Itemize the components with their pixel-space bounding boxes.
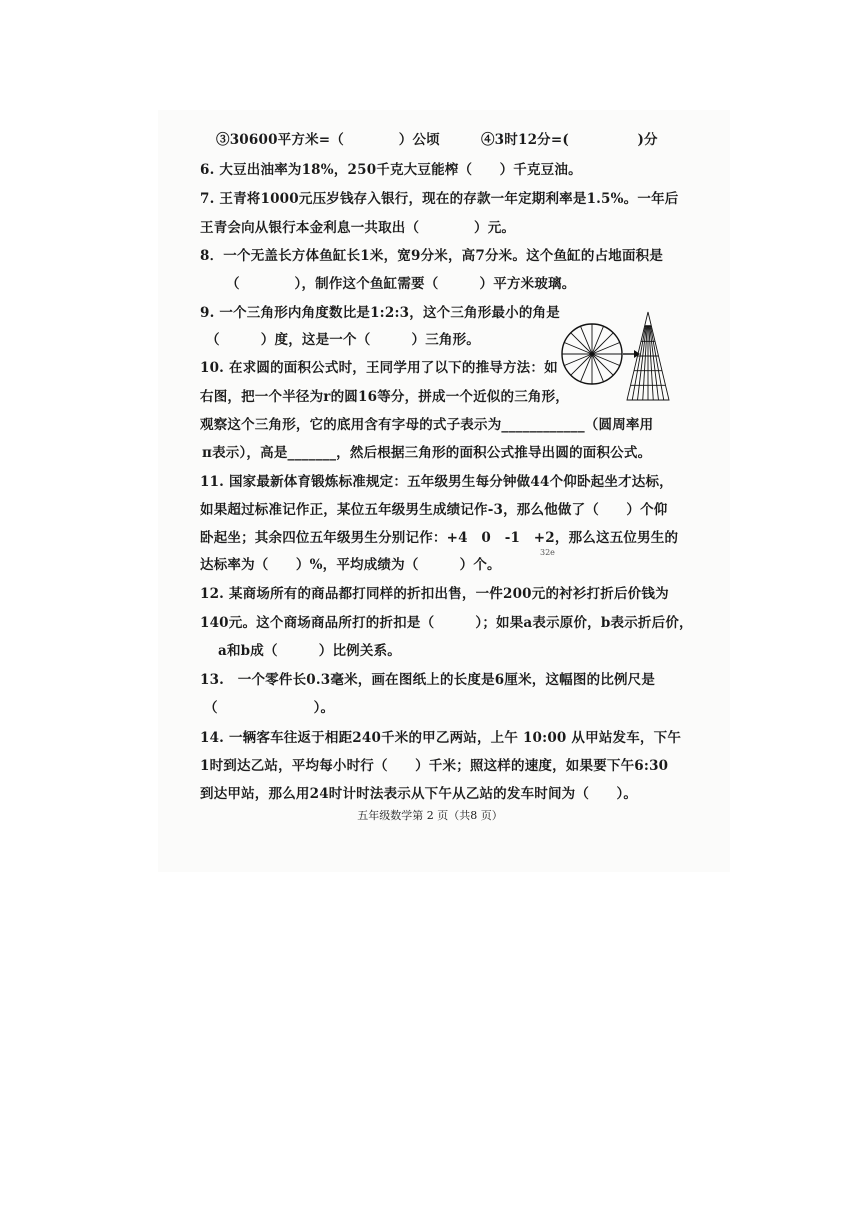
q6-line: 6. 大豆出油率为18%，250千克大豆能榨（ ）千克豆油。	[200, 162, 582, 178]
page-footer: 五年级数学第 2 页（共8 页）	[357, 809, 503, 822]
q12-line-1: 12. 某商场所有的商品都打同样的折扣出售，一件200元的衬衫打折后价钱为	[200, 586, 669, 602]
q7-line-1: 7. 王青将1000元压岁钱存入银行，现在的存款一年定期利率是1.5%。一年后	[200, 191, 679, 207]
q8-line-1: 8．一个无盖长方体鱼缸长1米，宽9分米，高7分米。这个鱼缸的占地面积是	[200, 248, 664, 264]
q8-line-2: （ ），制作这个鱼缸需要（ ）平方米玻璃。	[226, 276, 576, 292]
margin-mark: 32e	[540, 548, 555, 557]
q9-line-1: 9. 一个三角形内角度数比是1:2:3，这个三角形最小的角是	[200, 305, 560, 321]
q11-line-2: 如果超过标准记作正，某位五年级男生成绩记作-3，那么他做了（ ）个仰	[200, 502, 668, 518]
q14-line-3: 到达甲站，那么用24时计时法表示从下午从乙站的发车时间为（ ）。	[200, 786, 638, 802]
divided-circle-icon	[562, 324, 622, 384]
q10-line-3: 观察这个三角形，它的底用含有字母的式子表示为____________（圆周率用	[200, 417, 654, 433]
q13-line-2: （ ）。	[204, 700, 335, 716]
q10-line-2: 右图，把一个半径为r的圆16等分，拼成一个近似的三角形，	[200, 389, 569, 405]
q5-part-line: ③30600平方米=（ ）公顷 ④3时12分=( )分	[216, 132, 658, 148]
q11-line-1: 11. 国家最新体育锻炼标准规定：五年级男生每分钟做44个仰卧起坐才达标，	[200, 474, 673, 490]
q10-line-1: 10. 在求圆的面积公式时，王同学用了以下的推导方法：如	[200, 360, 558, 376]
q11-line-4: 达标率为（ ）%，平均成绩为（ ）个。	[200, 557, 501, 573]
q7-line-2: 王青会向从银行本金利息一共取出（ ）元。	[200, 220, 516, 236]
approximate-triangle-figure	[624, 310, 672, 402]
q14-line-2: 1时到达乙站，平均每小时行（ ）千米；照这样的速度，如果要下午6:30	[200, 758, 669, 774]
q13-line-1: 13. 一个零件长0.3毫米，画在图纸上的长度是6厘米，这幅图的比例尺是	[200, 672, 656, 688]
q14-line-1: 14. 一辆客车往返于相距240千米的甲乙两站，上午 10:00 从甲站发车，下午	[200, 730, 682, 746]
q11-line-3: 卧起坐；其余四位五年级男生分别记作：+4 0 -1 +2，那么这五位男生的	[200, 530, 679, 546]
q9-line-2: （ ）度，这是一个（ ）三角形。	[206, 332, 480, 348]
q12-line-2: 140元。这个商场商品所打的折扣是（ ）；如果a表示原价，b表示折后价，	[200, 615, 693, 631]
q10-line-4: π表示），高是_______，然后根据三角形的面积公式推导出圆的面积公式。	[202, 445, 652, 461]
q12-line-3: a和b成（ ）比例关系。	[218, 643, 401, 659]
